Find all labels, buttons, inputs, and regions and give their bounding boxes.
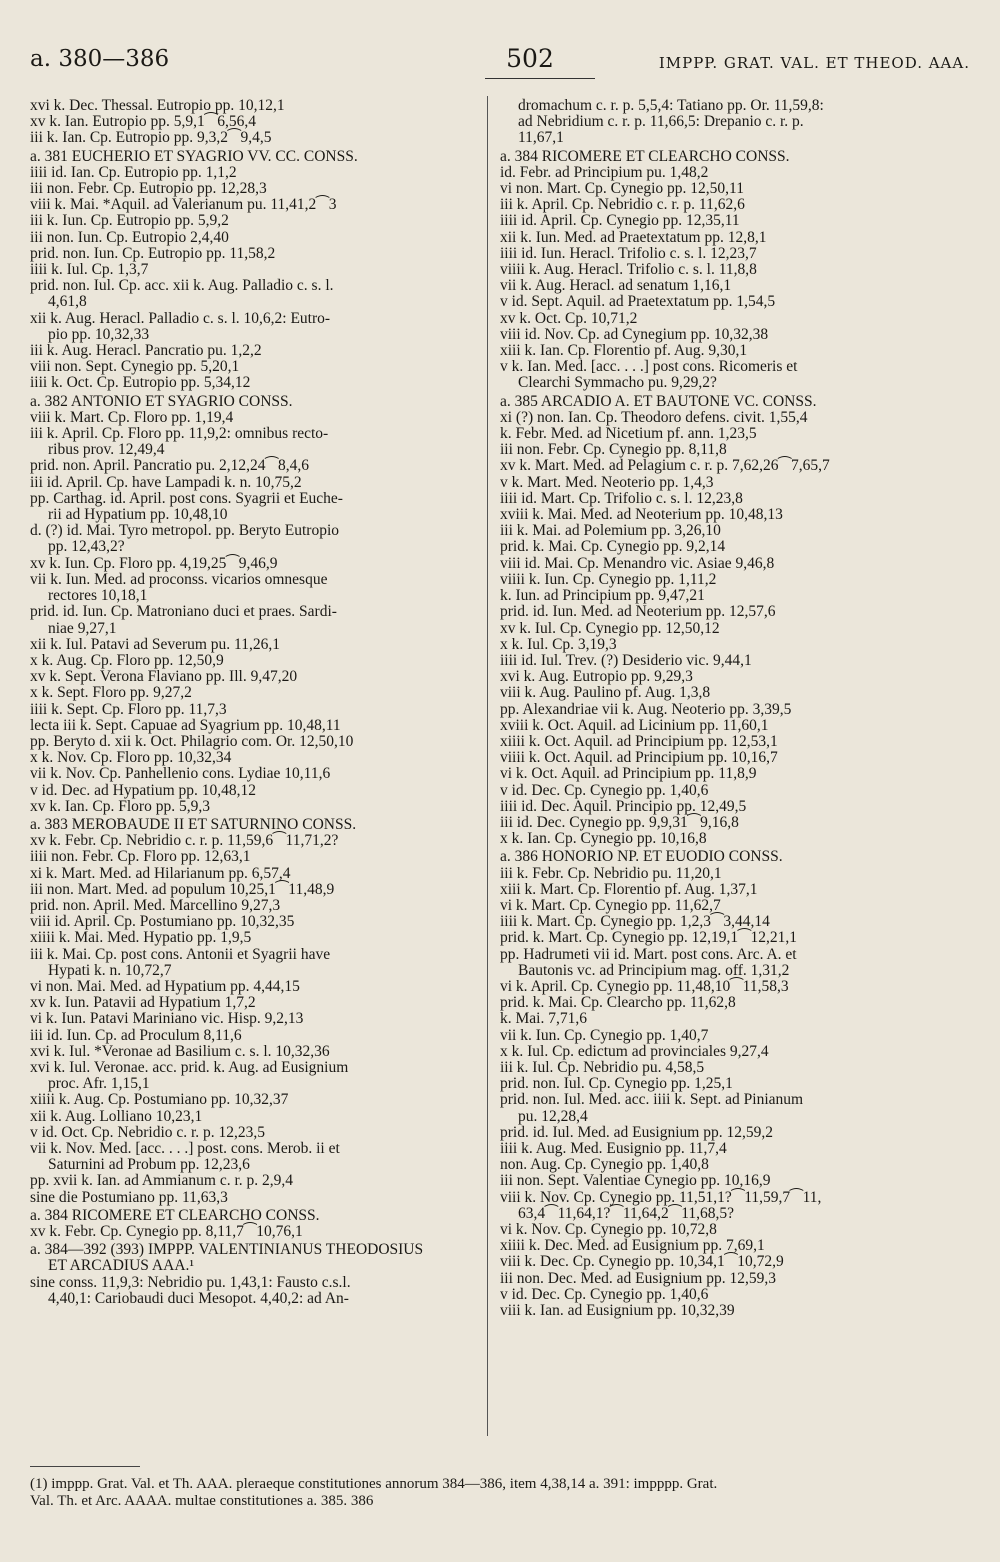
entry-line: pp. Hadrumeti vii id. Mart. post cons. Arc. A. et: [500, 945, 797, 963]
entry-line: xii k. Aug. Lolliano 10,23,1: [30, 1107, 203, 1125]
entry-line: id. Febr. ad Principium pu. 1,48,2: [500, 163, 709, 181]
entry-line: iii non. Sept. Valentiae Cynegio pp. 10,16,9: [500, 1172, 771, 1190]
entry-line: xiiii k. Dec. Med. ad Eusignium pp. 7,69,1: [500, 1237, 765, 1255]
entry-line: iiii k. Sept. Cp. Floro pp. 11,7,3: [30, 700, 227, 718]
entry-line: 63,4⁀11,64,1?⁀11,64,2⁀11,68,5?: [518, 1204, 735, 1222]
entry-line: iii k. Ian. Cp. Eutropio pp. 9,3,2⁀9,4,5: [30, 129, 272, 147]
entry-line: Clearchi Symmacho pu. 9,29,2?: [518, 374, 717, 392]
column-divider: [487, 96, 488, 1436]
entry-line: a. 383 MEROBAUDE II ET SATURNINO CONSS.: [30, 815, 357, 833]
entry-line: viii k. Aug. Paulino pf. Aug. 1,3,8: [500, 684, 711, 702]
entry-line: x k. Aug. Cp. Floro pp. 12,50,9: [30, 651, 224, 669]
entry-line: xvi k. Iul. *Veronae ad Basilium c. s. l. 10,32,36: [30, 1042, 330, 1060]
entry-line: pp. Carthag. id. April. post cons. Syagrii et Euche-: [30, 489, 343, 507]
entry-line: pp. Beryto d. xii k. Oct. Philagrio com. Or. 12,50,10: [30, 732, 354, 750]
entry-line: pp. 12,43,2?: [48, 538, 125, 556]
entry-line: iii k. April. Cp. Nebridio c. r. p. 11,62,6: [500, 196, 745, 214]
entry-line: iii k. Febr. Cp. Nebridio pu. 11,20,1: [500, 864, 722, 882]
entry-line: a. 386 HONORIO NP. ET EUODIO CONSS.: [500, 848, 783, 866]
entry-line: iii k. Iun. Cp. Eutropio pp. 5,9,2: [30, 212, 229, 230]
entry-line: viii non. Sept. Cynegio pp. 5,20,1: [30, 358, 240, 376]
entry-line: iii k. Iul. Cp. Nebridio pu. 4,58,5: [500, 1058, 705, 1076]
entry-line: v id. Sept. Aquil. ad Praetextatum pp. 1,54,5: [500, 293, 776, 311]
entry-line: d. (?) id. Mai. Tyro metropol. pp. Beryto Eutropio: [30, 522, 340, 540]
entry-line: pp. xvii k. Ian. ad Ammianum c. r. p. 2,9,4: [30, 1172, 294, 1190]
entry-line: k. Febr. Med. ad Nicetium pf. ann. 1,23,5: [500, 425, 757, 443]
entry-line: iiii id. Mart. Cp. Trifolio c. s. l. 12,23,8: [500, 489, 743, 507]
entry-line: xiiii k. Oct. Aquil. ad Principium pp. 12,53,1: [500, 732, 778, 750]
entry-line: pio pp. 10,32,33: [48, 325, 150, 343]
entry-line: 4,40,1: Cariobaudi duci Mesopot. 4,40,2: ad An-: [48, 1289, 349, 1307]
entry-line: non. Aug. Cp. Cynegio pp. 1,40,8: [500, 1156, 709, 1174]
running-header: [30, 44, 970, 78]
entry-line: vi k. April. Cp. Cynegio pp. 11,48,10⁀11,58,3: [500, 977, 789, 995]
entry-line: x k. Nov. Cp. Floro pp. 10,32,34: [30, 749, 232, 767]
entry-line: prid. non. Iul. Cp. Cynegio pp. 1,25,1: [500, 1075, 733, 1093]
entry-line: Bautonis vc. ad Principium mag. off. 1,31,2: [518, 961, 790, 979]
entry-line: iii id. April. Cp. have Lampadi k. n. 10,75,2: [30, 473, 302, 491]
footnote-line: (1) imppp. Grat. Val. et Th. AAA. pleraeque constitutiones annorum 384—386, item 4,38,14 a. 391: impppp. Grat.: [30, 1476, 718, 1492]
entry-line: sine die Postumiano pp. 11,63,3: [30, 1188, 228, 1206]
entry-line: iii k. April. Cp. Floro pp. 11,9,2: omnibus recto-: [30, 425, 329, 443]
entry-line: iii id. Dec. Cynegio pp. 9,9,31⁀9,16,8: [500, 813, 739, 831]
year-range: a. 380—386: [30, 46, 170, 72]
entry-line: niae 9,27,1: [48, 619, 117, 637]
entry-line: v k. Mart. Med. Neoterio pp. 1,4,3: [500, 473, 714, 491]
entry-line: prid. k. Mart. Cp. Cynegio pp. 12,19,1⁀12,21,1: [500, 929, 798, 947]
entry-line: xiiii k. Mai. Med. Hypatio pp. 1,9,5: [30, 929, 252, 947]
entry-line: viii k. Dec. Cp. Cynegio pp. 10,34,1⁀10,72,9: [500, 1253, 784, 1271]
entry-line: prid. non. April. Pancratio pu. 2,12,24⁀8,4,6: [30, 457, 309, 475]
entry-line: xvi k. Dec. Thessal. Eutropio pp. 10,12,1: [30, 98, 285, 114]
entry-line: v k. Ian. Med. [acc. . . .] post cons. Ricomeris et: [500, 358, 798, 376]
entry-line: iii non. Iun. Cp. Eutropio 2,4,40: [30, 228, 229, 246]
entry-line: a. 384 RICOMERE ET CLEARCHO CONSS.: [30, 1206, 320, 1224]
entry-line: vi k. Oct. Aquil. ad Principium pp. 11,8,9: [500, 765, 757, 783]
entry-line: 4,61,8: [48, 293, 87, 311]
entry-line: lecta iii k. Sept. Capuae ad Syagrium pp. 10,48,11: [30, 716, 341, 734]
entry-line: viii k. Ian. ad Eusignium pp. 10,32,39: [500, 1302, 735, 1320]
footnote-line: Val. Th. et Arc. AAAA. multae constitutiones a. 385. 386: [30, 1493, 374, 1509]
entry-line: viii k. Mai. *Aquil. ad Valerianum pu. 11,41,2⁀3: [30, 196, 337, 214]
entry-line: xv k. Sept. Verona Flaviano pp. Ill. 9,47,20: [30, 668, 298, 686]
entry-line: iiii id. April. Cp. Cynegio pp. 12,35,11: [500, 212, 740, 230]
entry-line: viii id. Mai. Cp. Menandro vic. Asiae 9,46,8: [500, 554, 775, 572]
footnote-rule: [30, 1466, 140, 1467]
entry-line: xv k. Febr. Cp. Cynegio pp. 8,11,7⁀10,76,1: [30, 1223, 303, 1241]
entry-line: iiii id. Iun. Heracl. Trifolio c. s. l. 12,23,7: [500, 244, 757, 262]
entry-line: iiii k. Iul. Cp. 1,3,7: [30, 261, 149, 279]
entry-line: xv k. Febr. Cp. Nebridio c. r. p. 11,59,6⁀11,71,2?: [30, 832, 339, 850]
entry-line: xviii k. Mai. Med. ad Neoterium pp. 10,48,13: [500, 506, 783, 524]
entry-line: vii k. Iun. Med. ad proconss. vicarios omnesque: [30, 570, 328, 588]
entry-line: prid. id. Iun. Med. ad Neoterium pp. 12,57,6: [500, 603, 776, 621]
entry-line: xv k. Mart. Med. ad Pelagium c. r. p. 7,62,26⁀7,65,7: [500, 457, 830, 475]
entry-line: a. 382 ANTONIO ET SYAGRIO CONSS.: [30, 392, 293, 410]
entry-line: prid. id. Iul. Med. ad Eusignium pp. 12,59,2: [500, 1123, 773, 1141]
entry-line: vi non. Mai. Med. ad Hypatium pp. 4,44,15: [30, 977, 300, 995]
entry-line: proc. Afr. 1,15,1: [48, 1075, 150, 1093]
entry-line: iii k. Aug. Heracl. Pancratio pu. 1,2,2: [30, 342, 262, 360]
entry-line: xv k. Ian. Cp. Floro pp. 5,9,3: [30, 797, 210, 815]
entry-line: viii k. Nov. Cp. Cynegio pp. 11,51,1?⁀11,59,7⁀11,: [500, 1188, 822, 1206]
entry-line: vi non. Mart. Cp. Cynegio pp. 12,50,11: [500, 180, 744, 198]
entry-line: xiii k. Ian. Cp. Florentio pf. Aug. 9,30,1: [500, 342, 748, 360]
page-number-rule: [485, 78, 595, 79]
entry-line: a. 384—392 (393) IMPPP. VALENTINIANUS THEODOSIUS: [30, 1241, 424, 1259]
entry-line: xii k. Aug. Heracl. Palladio c. s. l. 10,6,2: Eutro-: [30, 309, 331, 327]
entry-line: iii non. Mart. Med. ad populum 10,25,1⁀11,48,9: [30, 880, 335, 898]
entry-line: xi (?) non. Ian. Cp. Theodoro defens. civit. 1,55,4: [500, 408, 808, 426]
entry-line: ET ARCADIUS AAA.¹: [48, 1257, 195, 1275]
entry-line: xvi k. Aug. Eutropio pp. 9,29,3: [500, 668, 693, 686]
entry-line: iiii k. Oct. Cp. Eutropio pp. 5,34,12: [30, 374, 251, 392]
entry-line: prid. non. Iul. Med. acc. iiii k. Sept. ad Pinianum: [500, 1091, 804, 1109]
entry-line: vi k. Nov. Cp. Cynegio pp. 10,72,8: [500, 1221, 717, 1239]
entry-line: prid. non. Iul. Cp. acc. xii k. Aug. Palladio c. s. l.: [30, 277, 334, 295]
entry-line: iiii non. Febr. Cp. Floro pp. 12,63,1: [30, 848, 251, 866]
entry-line: x k. Ian. Cp. Cynegio pp. 10,16,8: [500, 830, 707, 848]
entry-line: 11,67,1: [518, 129, 564, 147]
entry-line: prid. non. April. Med. Marcellino 9,27,3: [30, 896, 281, 914]
entry-line: xiiii k. Aug. Cp. Postumiano pp. 10,32,37: [30, 1091, 289, 1109]
entry-line: vii k. Aug. Heracl. ad senatum 1,16,1: [500, 277, 732, 295]
entry-line: a. 381 EUCHERIO ET SYAGRIO VV. CC. CONSS.: [30, 147, 358, 165]
entry-line: vi k. Iun. Patavi Mariniano vic. Hisp. 9,2,13: [30, 1010, 304, 1028]
entry-line: vii k. Nov. Med. [acc. . . .] post. cons. Merob. ii et: [30, 1140, 340, 1157]
running-title: IMPPP. GRAT. VAL. ET THEOD. AAA.: [658, 54, 970, 72]
entry-line: vii k. Iun. Cp. Cynegio pp. 1,40,7: [500, 1026, 709, 1044]
entry-line: x k. Sept. Floro pp. 9,27,2: [30, 684, 192, 702]
entry-line: xv k. Iun. Cp. Floro pp. 4,19,25⁀9,46,9: [30, 554, 278, 572]
entry-line: x k. Iul. Cp. edictum ad provinciales 9,27,4: [500, 1042, 769, 1060]
entry-line: xvi k. Iul. Veronae. acc. prid. k. Aug. ad Eusignium: [30, 1058, 349, 1076]
entry-line: vi k. Mart. Cp. Cynegio pp. 11,62,7: [500, 896, 721, 914]
entry-line: pu. 12,28,4: [518, 1107, 588, 1125]
entry-line: iiii k. Aug. Med. Eusignio pp. 11,7,4: [500, 1140, 727, 1157]
entry-line: xiii k. Mart. Cp. Florentio pf. Aug. 1,37,1: [500, 880, 758, 898]
entry-line: rectores 10,18,1: [48, 587, 148, 605]
entry-line: viiii k. Iun. Cp. Cynegio pp. 1,11,2: [500, 570, 717, 588]
entry-line: k. Mai. 7,71,6: [500, 1010, 587, 1028]
entry-line: pp. Alexandriae vii k. Aug. Neoterio pp. 3,39,5: [500, 700, 792, 718]
entry-line: a. 384 RICOMERE ET CLEARCHO CONSS.: [500, 147, 790, 165]
footnote: [30, 1476, 968, 1510]
entry-line: v id. Dec. Cp. Cynegio pp. 1,40,6: [500, 781, 709, 799]
entry-line: vii k. Nov. Cp. Panhellenio cons. Lydiae 10,11,6: [30, 765, 331, 783]
entry-line: iii id. Iun. Cp. ad Proculum 8,11,6: [30, 1026, 242, 1044]
entry-line: viii id. Nov. Cp. ad Cynegium pp. 10,32,38: [500, 325, 769, 343]
entry-line: xii k. Iul. Patavi ad Severum pu. 11,26,1: [30, 635, 280, 653]
entry-line: xv k. Iun. Patavii ad Hypatium 1,7,2: [30, 994, 256, 1012]
entry-line: ad Nebridium c. r. p. 11,66,5: Drepanio c. r. p.: [518, 113, 804, 131]
entry-line: iiii id. Ian. Cp. Eutropio pp. 1,1,2: [30, 163, 237, 181]
entry-line: iiii id. Dec. Aquil. Principio pp. 12,49,5: [500, 797, 747, 815]
entry-line: Saturnini ad Probum pp. 12,23,6: [48, 1156, 250, 1174]
entry-line: iii non. Febr. Cp. Eutropio pp. 12,28,3: [30, 180, 267, 198]
entry-line: a. 385 ARCADIO A. ET BAUTONE VC. CONSS.: [500, 392, 817, 410]
entry-line: v id. Dec. ad Hypatium pp. 10,48,12: [30, 781, 257, 799]
entry-line: xi k. Mart. Med. ad Hilarianum pp. 6,57,4: [30, 864, 291, 882]
entry-line: v id. Oct. Cp. Nebridio c. r. p. 12,23,5: [30, 1123, 266, 1141]
entry-line: rii ad Hypatium pp. 10,48,10: [48, 506, 228, 524]
entry-line: prid. k. Mai. Cp. Cynegio pp. 9,2,14: [500, 538, 726, 556]
entry-line: v id. Dec. Cp. Cynegio pp. 1,40,6: [500, 1285, 709, 1303]
entry-line: xii k. Iun. Med. ad Praetextatum pp. 12,8,1: [500, 228, 767, 246]
entry-line: ribus prov. 12,49,4: [48, 441, 165, 459]
page-number: 502: [506, 44, 554, 73]
entry-line: xv k. Ian. Eutropio pp. 5,9,1⁀6,56,4: [30, 113, 256, 131]
entry-line: sine conss. 11,9,3: Nebridio pu. 1,43,1: Fausto c.s.l.: [30, 1273, 351, 1291]
entry-line: prid. id. Iun. Cp. Matroniano duci et praes. Sardi-: [30, 603, 337, 621]
entry-line: iii k. Mai. ad Polemium pp. 3,26,10: [500, 522, 721, 540]
entry-line: xv k. Iul. Cp. Cynegio pp. 12,50,12: [500, 619, 720, 637]
entry-line: iiii id. Iul. Trev. (?) Desiderio vic. 9,44,1: [500, 651, 752, 669]
entry-line: dromachum c. r. p. 5,5,4: Tatiano pp. Or. 11,59,8:: [518, 98, 824, 114]
entry-line: xviii k. Oct. Aquil. ad Licinium pp. 11,60,1: [500, 716, 769, 734]
left-column: [30, 98, 478, 1438]
entry-line: iii non. Dec. Med. ad Eusignium pp. 12,59,3: [500, 1269, 776, 1287]
entry-line: iii non. Febr. Cp. Cynegio pp. 8,11,8: [500, 441, 727, 459]
entry-line: prid. k. Mai. Cp. Clearcho pp. 11,62,8: [500, 994, 736, 1012]
right-column: [500, 98, 968, 1438]
entry-line: viiii k. Aug. Heracl. Trifolio c. s. l. 11,8,8: [500, 261, 757, 279]
entry-line: x k. Iul. Cp. 3,19,3: [500, 635, 617, 653]
entry-line: k. Iun. ad Principium pp. 9,47,21: [500, 587, 705, 605]
entry-line: viii id. April. Cp. Postumiano pp. 10,32,35: [30, 913, 295, 931]
entry-line: xv k. Oct. Cp. 10,71,2: [500, 309, 638, 327]
entry-line: iiii k. Mart. Cp. Cynegio pp. 1,2,3⁀3,44,14: [500, 913, 770, 931]
entry-line: prid. non. Iun. Cp. Eutropio pp. 11,58,2: [30, 244, 276, 262]
entry-line: Hypati k. n. 10,72,7: [48, 961, 172, 979]
entry-line: viiii k. Oct. Aquil. ad Principium pp. 10,16,7: [500, 749, 778, 767]
entry-line: viii k. Mart. Cp. Floro pp. 1,19,4: [30, 408, 234, 426]
entry-line: iii k. Mai. Cp. post cons. Antonii et Syagrii have: [30, 945, 331, 963]
